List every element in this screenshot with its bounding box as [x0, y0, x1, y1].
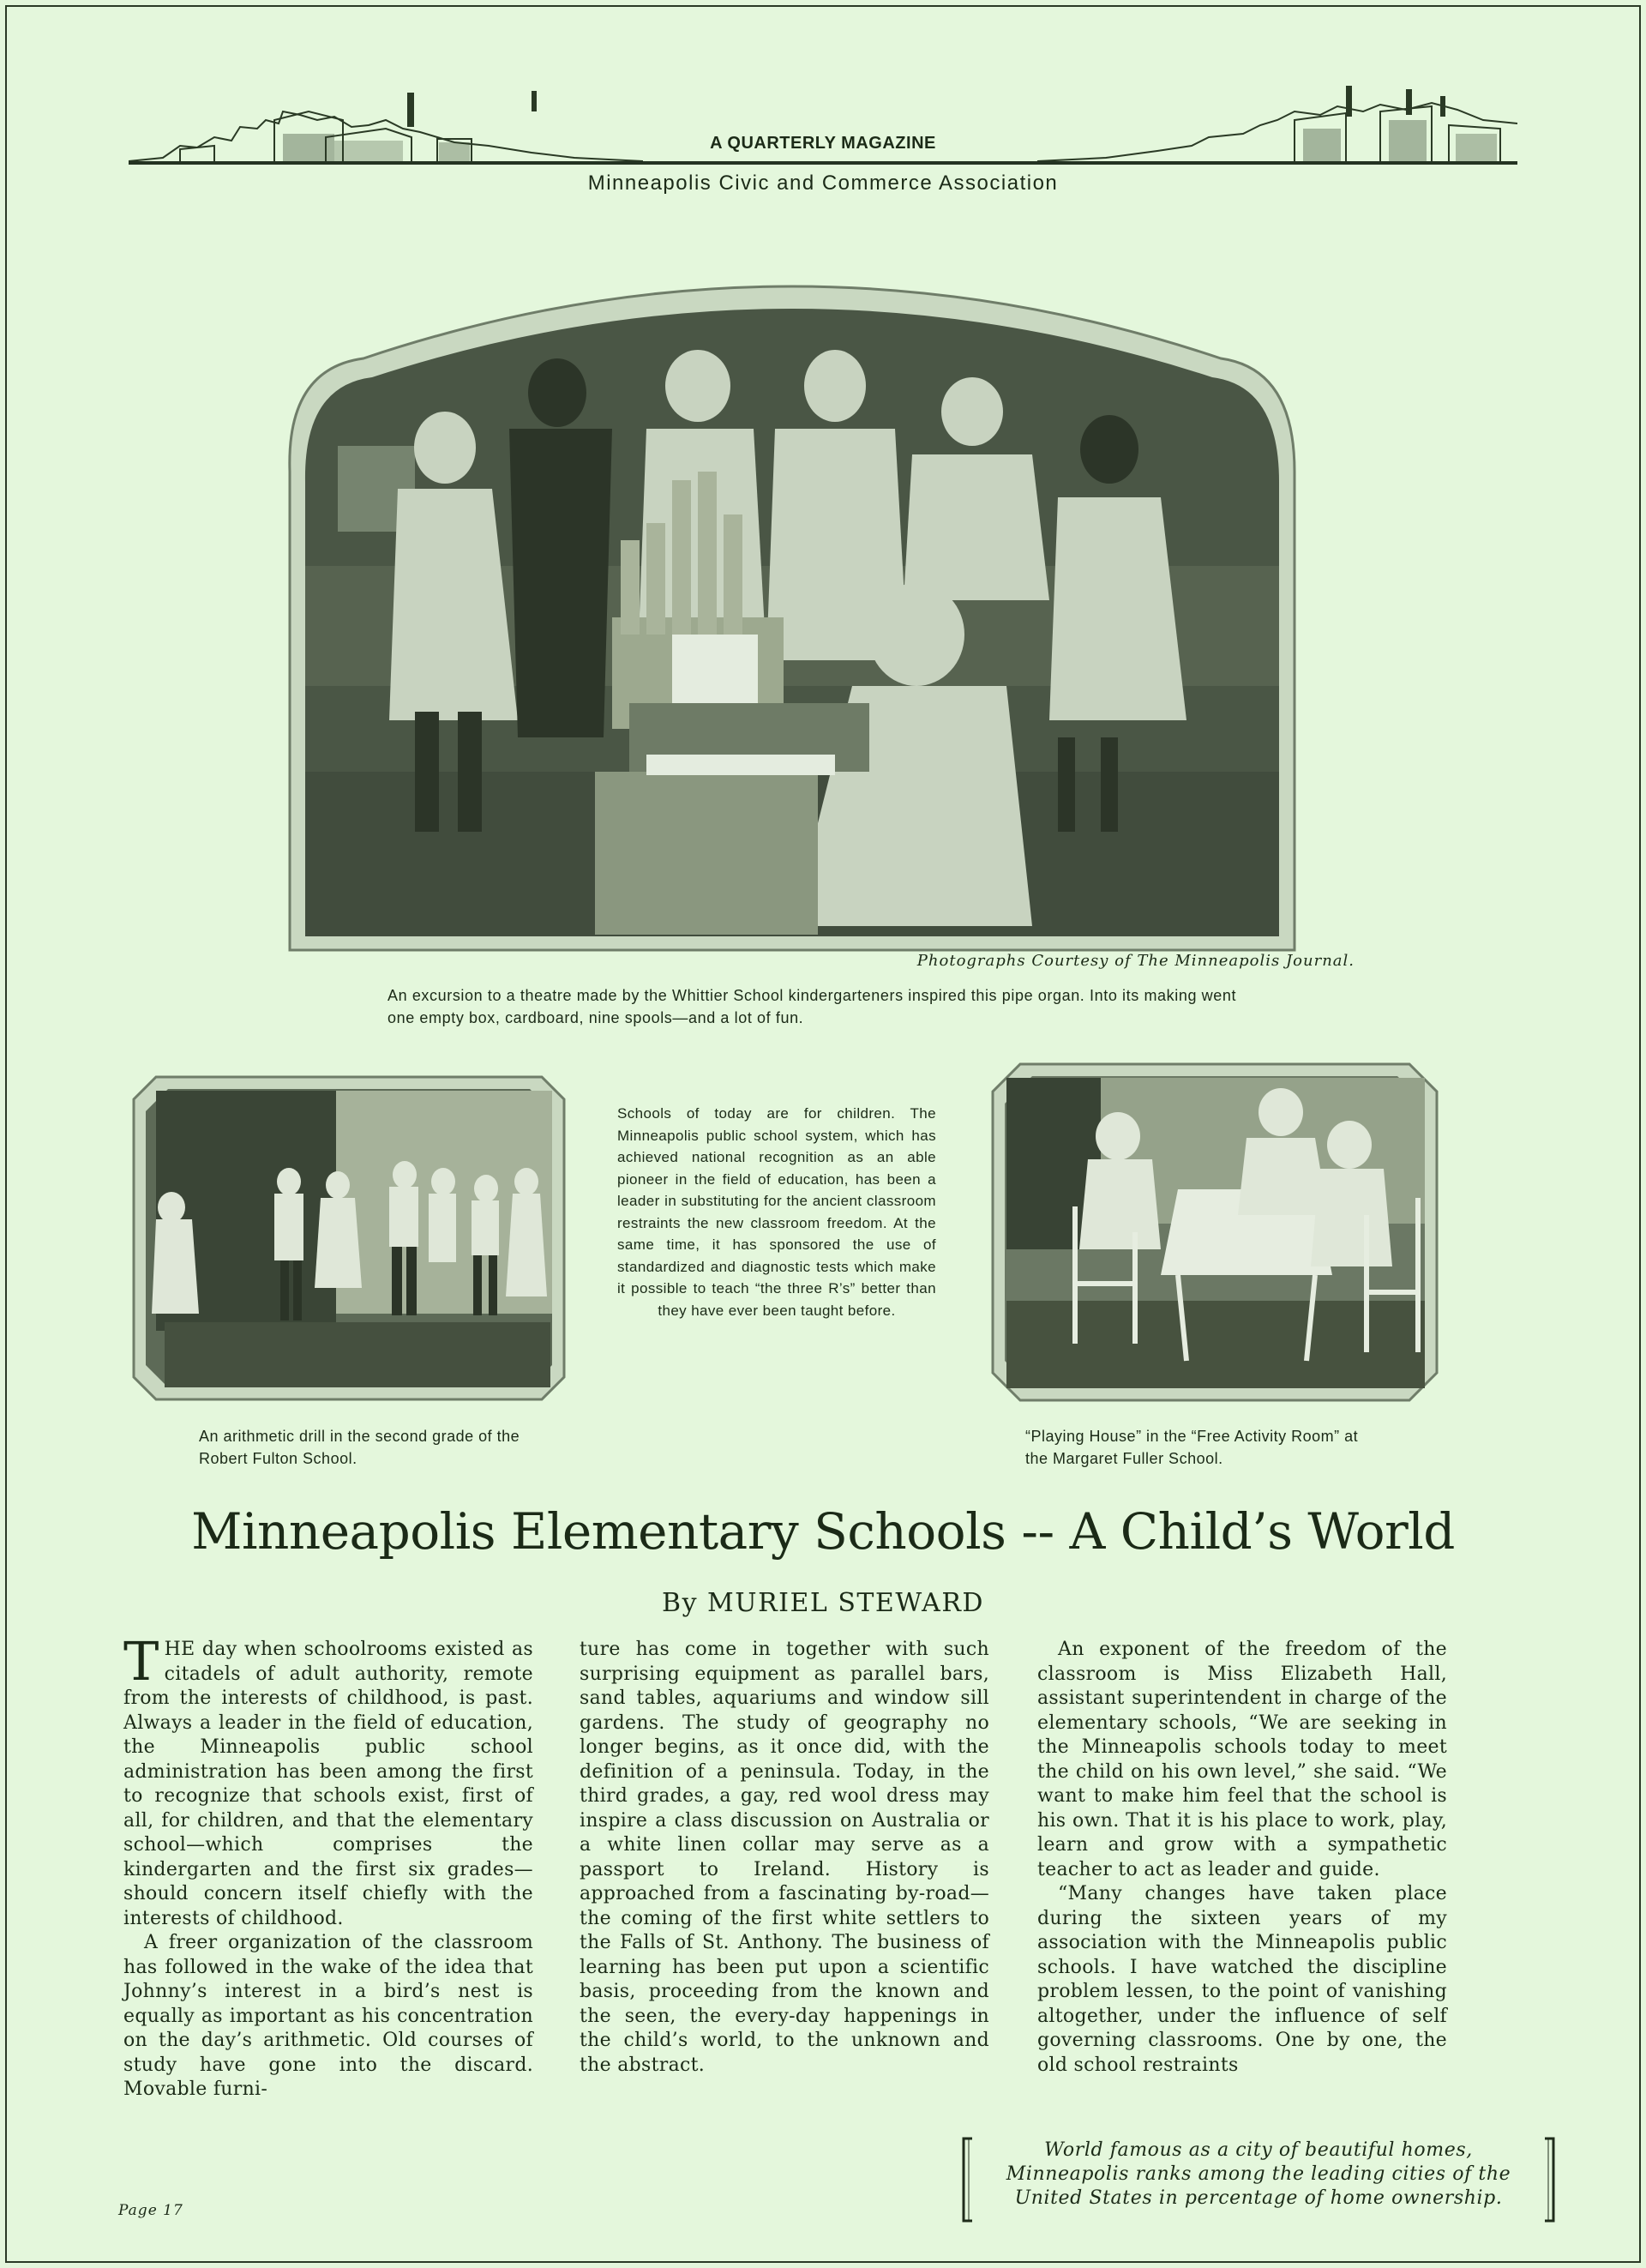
paragraph: ture has come in together with such surprising equipment as parallel bars, sand tables, aquariums and window sill gardens. The study of geography no longer begins, as it once did, with the definition of a peninsula. Today, in the third grades, a gay, red wool dress may inspire a class discussion on Australia or a white linen collar may serve as a passport to Ireland. History is approached from a fascinating by-road—the coming of the first white settlers to the Falls of St. Anthony. The business of learning has been put upon a scientific basis, proceeding from the known and the seen, the every-day happenings in the child’s world, to the unknown and the abstract. [580, 1639, 989, 2076]
main-photo-caption: An excursion to a theatre made by the Whittier School kindergarteners inspired this pipe organ. Into its making went one empty box, cardboard, nine spools—and a lot of fun. [387, 987, 1237, 1026]
article-column-3 [1037, 1638, 1447, 2078]
page-number: Page 17 [118, 2202, 183, 2219]
drop-cap: T [123, 1630, 159, 1693]
article-byline: By MURIEL STEWARD [662, 1588, 984, 1618]
magazine-title: A QUARTERLY MAGAZINE [710, 134, 936, 153]
article-column-1 [123, 1630, 533, 2103]
home-ownership-callout [958, 2137, 1559, 2223]
paragraph: “Many changes have taken place during the sixteen years of my association with the Minneapolis public schools. I have watched the discipline problem lessen, to the point of vanishing altogether, under the influence of self governing classrooms. One by one, the old school restraints [1037, 1883, 1447, 2076]
article-headline: Minneapolis Elementary Schools -- A Child’s World [191, 1502, 1455, 1561]
callout-text: World famous as a city of beautiful homes, Minneapolis ranks among the leading cities of the United States in percentage of home ownership. [1006, 2139, 1511, 2209]
main-photo-pipe-organ [286, 257, 1298, 954]
photo-credit: Photographs Courtesy of The Minneapolis Journal. [916, 952, 1355, 970]
left-bracket-ornament [958, 2137, 976, 2223]
intro-blurb: Schools of today are for children. The Minneapolis public school system, which has achieved national recognition as an able pioneer in the field of education, has been a leader in substituting for the ancient classroom restraints the new classroom freedom. At the same time, it has sponsored the use of standardized and diagnostic tests which make it possible to teach “the three R’s” better than they have ever been taught before. [617, 1105, 936, 1319]
left-photo-arithmetic-drill [130, 1074, 568, 1403]
left-photo-caption: An arithmetic drill in the second grade of the Robert Fulton School. [199, 1428, 520, 1467]
paragraph-intro-text: HE day when schoolrooms existed as citadels of adult authority, remote from the interests of childhood, is past. Always a leader in the field of education, the Minneapolis public school administration has been among the first to recognize that schools exist, first of all, for children, and that the elementary school—which comprises the kindergarten and the first six grades—should concern itself chiefly with the interests of childhood. [123, 1639, 533, 1929]
right-bracket-ornament [1541, 2137, 1559, 2223]
paragraph: A freer organization of the classroom has followed in the wake of the idea that Johnny’s interest in a bird’s nest is equally as important as his concentration on the day’s arithmetic. Old courses of study have gone into the discard. Movable furni- [123, 1932, 533, 2100]
association-name: Minneapolis Civic and Commerce Association [587, 171, 1059, 195]
right-photo-playing-house [989, 1061, 1440, 1404]
masthead [129, 86, 1517, 197]
paragraph: An exponent of the freedom of the classroom is Miss Elizabeth Hall, assistant superintendent in charge of the elementary schools, “We are seeking in the Minneapolis schools today to meet the child on his own level,” she said. “We want to make him feel that the school is his own. That it is his place to work, play, learn and grow with a sympathetic teacher to act as leader and guide. [1037, 1639, 1447, 1880]
right-photo-caption: “Playing House” in the “Free Activity Room” at the Margaret Fuller School. [1025, 1428, 1359, 1467]
masthead-rule [129, 161, 1517, 165]
paragraph-intro [123, 1630, 533, 1931]
article-column-2 [580, 1638, 989, 2078]
